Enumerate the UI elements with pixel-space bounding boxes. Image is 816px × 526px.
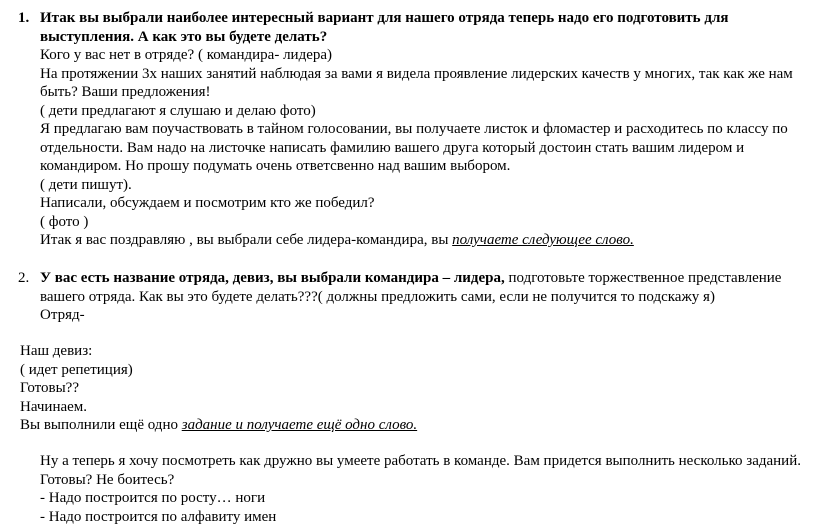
paragraph: Кого у вас нет в отряде? ( командира- лидера) — [40, 46, 810, 65]
paragraph: Наш девиз: — [20, 342, 810, 361]
paragraph: На протяжении 3х наших занятий наблюдая за вами я видела проявление лидерских качеств у многих, так как же нам быть? Ваши предложения! — [40, 65, 810, 102]
paragraph: Написали, обсуждаем и посмотрим кто же победил? — [40, 194, 810, 213]
paragraph: ( фото ) — [40, 213, 810, 232]
paragraph-text: Итак я вас поздравляю , вы выбрали себе лидера-командира, вы — [40, 232, 452, 248]
paragraph: Начинаем. — [20, 398, 810, 417]
list-item: - Надо построится по алфавиту имен — [40, 508, 810, 526]
section-2-text: подготовьте торжественное представление вашего отряда. Как вы это будете делать???( должны предложить сами, если не получится то подскажу я) — [40, 270, 781, 305]
list-item: - Надо построится по росту… ноги — [40, 489, 810, 508]
paragraph: ( дети предлагают я слушаю и делаю фото) — [40, 102, 810, 121]
paragraph: ( дети пишут). — [40, 176, 810, 195]
highlighted-phrase: задание и получаете ещё одно слово. — [182, 417, 417, 433]
paragraph: Отряд- — [40, 306, 810, 325]
section-1-number: 1. — [18, 9, 40, 28]
section-2-number: 2. — [18, 269, 40, 288]
paragraph: Я предлагаю вам поучаствовать в тайном голосовании, вы получаете листок и фломастер и расходитесь по классу по отдельности. Вам надо на листочке написать фамилию вашего друга который достоин стать вашим лидером и командиром. Но прошу подумать очень ответсвенно над вашим выбором. — [40, 120, 810, 176]
paragraph-text: Вы выполнили ещё одно — [20, 417, 182, 433]
paragraph: ( идет репетиция) — [20, 361, 810, 380]
section-2 — [18, 269, 810, 325]
paragraph — [20, 416, 810, 435]
paragraph: Готовы?? — [20, 379, 810, 398]
highlighted-phrase: получаете следующее слово. — [452, 232, 634, 248]
free-text-block — [20, 342, 810, 435]
paragraph: Ну а теперь я хочу посмотреть как дружно вы умеете работать в команде. Вам придется выполнить несколько заданий. Готовы? Не боитесь? — [40, 452, 810, 489]
section-2-heading: У вас есть название отряда, девиз, вы выбрали командира – лидера, — [40, 270, 505, 286]
section-1 — [18, 9, 810, 250]
paragraph — [40, 231, 810, 250]
section-2-heading-line — [40, 269, 810, 306]
section-1-heading: Итак вы выбрали наиболее интересный вариант для нашего отряда теперь надо его подготовить для выступления. А как это вы будете делать? — [40, 9, 810, 46]
final-block — [20, 452, 810, 526]
